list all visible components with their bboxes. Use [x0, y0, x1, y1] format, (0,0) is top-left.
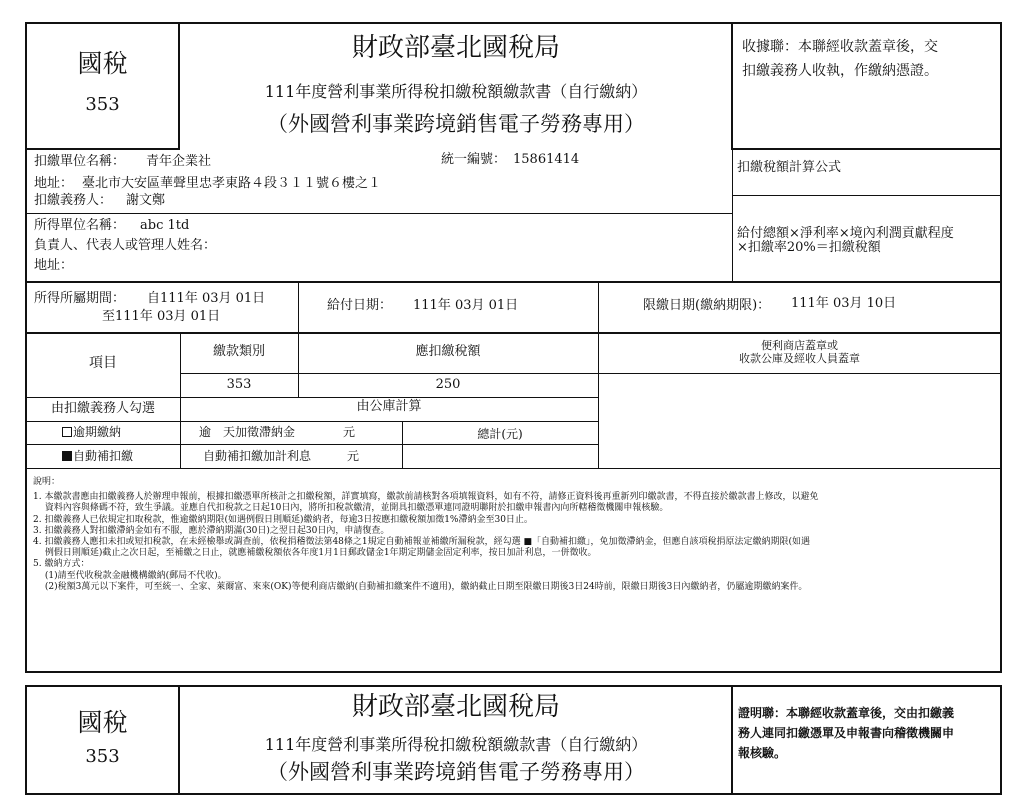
auto-checkbox[interactable] [62, 451, 72, 461]
tax-amount-label: 應扣繳稅額 [415, 344, 481, 359]
income-unit-label: 所得單位名稱： [34, 218, 126, 233]
payment-type-value: 353 [226, 377, 252, 392]
late-fee-text: 逾 天加徵滯納金 元 [199, 425, 356, 439]
auto-option[interactable] [62, 449, 133, 463]
formula-line1: 給付總額×淨利率×境內利潤貢獻程度 [737, 226, 954, 241]
tax-code-number-2: 353 [85, 746, 120, 767]
notes-line: 1. 本繳款書應由扣繳義務人於辦理申報前，根據扣繳憑單所核計之扣繳稅額，詳實填寫，繳款前請核對各項填報資料，如有不符，請修正資料後再重新列印繳款書，不得直接於繳款書上修改，以避免 [33, 492, 819, 503]
overdue-option[interactable] [62, 425, 121, 439]
formula-header: 扣繳稅額計算公式 [737, 160, 842, 175]
total-label: 總計(元) [477, 427, 523, 441]
formula-line2: ×扣繳率20%＝扣繳稅額 [737, 240, 881, 255]
notes-line: 2. 扣繳義務人已依規定扣取稅款，惟逾繳納期限(如遇例假日則順延)繳納者，每逾3日按應扣繳稅額加徵1%滯納金至30日止。 [33, 514, 533, 525]
proof-note-line3: 報核驗。 [738, 746, 787, 760]
period-to: 至111年 03月 01日 [102, 309, 221, 324]
deadline-label: 限繳日期(繳納期限)： [643, 298, 771, 313]
tax-code-box-2 [25, 685, 180, 795]
notes-line: 5. 繳納方式： [33, 559, 90, 570]
unified-no: 15861414 [513, 152, 580, 167]
item-label: 項目 [89, 355, 117, 371]
withholder-name: 青年企業社 [146, 154, 212, 169]
notes-section [33, 477, 995, 593]
overdue-checkbox[interactable] [62, 427, 72, 437]
treasury-calc: 由公庫計算 [356, 399, 422, 414]
store-stamp-line1: 便利商店蓋章或 [761, 339, 838, 352]
responsible-label: 負責人、代表人或管理人姓名： [34, 238, 217, 253]
agent-name: 謝文鄭 [126, 193, 166, 208]
withholder-address: 臺北市大安區華聲里忠孝東路４段３１１號６樓之１ [82, 176, 382, 191]
address-label: 地址： [34, 176, 74, 191]
unified-no-label: 統一編號： [441, 152, 507, 167]
form-subtitle-cross-border: （外國營利事業跨境銷售電子勞務專用） [267, 112, 645, 136]
office-title: 財政部臺北國稅局 [351, 33, 560, 63]
form-subtitle: 111年度營利事業所得稅扣繳稅額繳款書（自行繳納） [264, 82, 648, 101]
notes-line: (2)稅額3萬元以下案件，可至統一、全家、萊爾富、來來(OK)等便利商店繳納(自動補扣繳案件不適用)，繳納截止日期至限繳日期後3日24時前，限繳日期後3日內繳納者，仍屬逾期繳納案件。 [33, 581, 808, 592]
withholder-name-label: 扣繳單位名稱： [34, 154, 126, 169]
payment-type-label: 繳款類別 [212, 344, 265, 359]
income-address-label: 地址： [34, 258, 74, 273]
form-subtitle-2: 111年度營利事業所得稅扣繳稅額繳款書（自行繳納） [264, 735, 648, 754]
overdue-label: 逾期繳納 [73, 425, 122, 439]
store-stamp-line2: 收款公庫及經收人員蓋章 [739, 352, 860, 365]
notes-line: 3. 扣繳義務人對扣繳滯納金如有不服，應於滯納期滿(30日)之翌日起30日內，申請復查。 [33, 525, 390, 536]
proof-note-line2: 務人連同扣繳憑單及申報書向稽徵機關申 [738, 726, 955, 740]
pay-date: 111年 03月 01日 [413, 298, 519, 313]
tax-code-number: 353 [85, 94, 120, 115]
receipt-note-line2: 扣繳義務人收執，作繳納憑證。 [742, 63, 938, 79]
tax-code-label-2: 國稅 [77, 708, 128, 737]
tax-code-label: 國稅 [77, 49, 128, 78]
notes-title: 說明： [33, 477, 61, 487]
notes-line: (1)請至代收稅款金融機構繳納(郵局不代收)。 [33, 570, 227, 581]
pay-date-label: 給付日期： [327, 298, 393, 313]
auto-label: 自動補扣繳 [73, 449, 134, 463]
notes-line: 例假日則順延)截止之次日起，至補繳之日止，就應補繳稅額依各年度1月1日郵政儲金1年期定期儲金固定利率，按日加計利息，一併徵收。 [33, 548, 597, 559]
income-unit: abc 1td [140, 218, 190, 233]
period-label: 所得所屬期間： [34, 291, 126, 306]
notes-line: 4. 扣繳義務人應扣未扣或短扣稅款，在未經檢舉或調查前，依稅捐稽徵法第48條之1規定自動補報並補繳所漏稅款，經勾選 ■「自動補扣繳」，免加徵滯納金，但應自該項稅捐原法定繳納期限(如遇 [33, 537, 811, 548]
period-from: 自111年 03月 01日 [147, 291, 266, 306]
auto-interest-text: 自動補扣繳加計利息 元 [203, 449, 360, 463]
deadline: 111年 03月 10日 [791, 296, 897, 311]
tick-label: 由扣繳義務人勾選 [50, 401, 155, 416]
notes-line: 資料內容與條碼不符，致生爭議。並應自代扣稅款之日起10日內，將所扣稅款繳清，並開具扣繳憑單連同證明聯附於扣繳申報書內向所轄稽徵機關申報核驗。 [33, 503, 669, 514]
proof-note-line1: 證明聯：本聯經收款蓋章後，交由扣繳義 [738, 706, 955, 720]
form-subtitle-cross-border-2: （外國營利事業跨境銷售電子勞務專用） [267, 760, 645, 784]
receipt-note-line1: 收據聯：本聯經收款蓋章後，交 [742, 39, 938, 55]
tax-amount-value: 250 [435, 377, 461, 392]
office-title-2: 財政部臺北國稅局 [351, 692, 560, 722]
tax-code-box [25, 22, 180, 150]
agent-label: 扣繳義務人： [34, 193, 113, 208]
